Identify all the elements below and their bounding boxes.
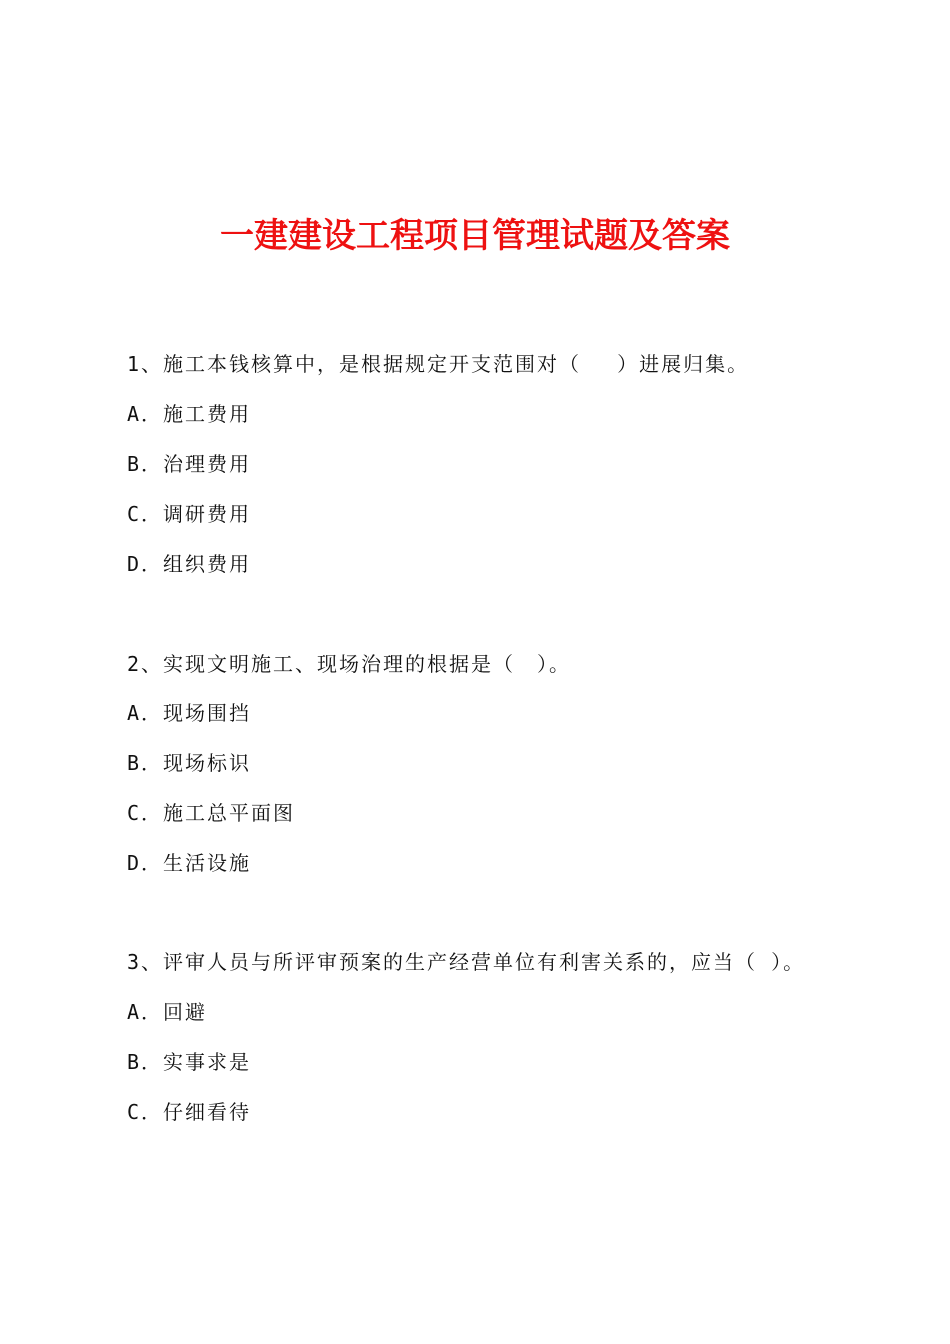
question-1-stem: 1、施工本钱核算中，是根据规定开支范围对（ ）进展归集。 xyxy=(127,352,750,376)
question-2-option-a: A．现场围挡 xyxy=(127,701,252,725)
document-title: 一建建设工程项目管理试题及答案 xyxy=(220,216,730,256)
question-2-option-b: B．现场标识 xyxy=(127,751,252,775)
question-3-option-b: B．实事求是 xyxy=(127,1050,252,1074)
question-1-option-c: C．调研费用 xyxy=(127,502,252,526)
question-2-option-d: D．生活设施 xyxy=(127,851,252,875)
question-3-option-a: A．回避 xyxy=(127,1000,208,1024)
question-2-option-c: C．施工总平面图 xyxy=(127,801,296,825)
question-1-option-a: A．施工费用 xyxy=(127,402,252,426)
question-1-option-b: B．治理费用 xyxy=(127,452,252,476)
question-1-option-d: D．组织费用 xyxy=(127,552,252,576)
question-3-option-c: C．仔细看待 xyxy=(127,1100,252,1124)
question-3-stem: 3、评审人员与所评审预案的生产经营单位有利害关系的，应当（ ）。 xyxy=(127,950,806,974)
question-2-stem: 2、实现文明施工、现场治理的根据是（ ）。 xyxy=(127,652,572,676)
